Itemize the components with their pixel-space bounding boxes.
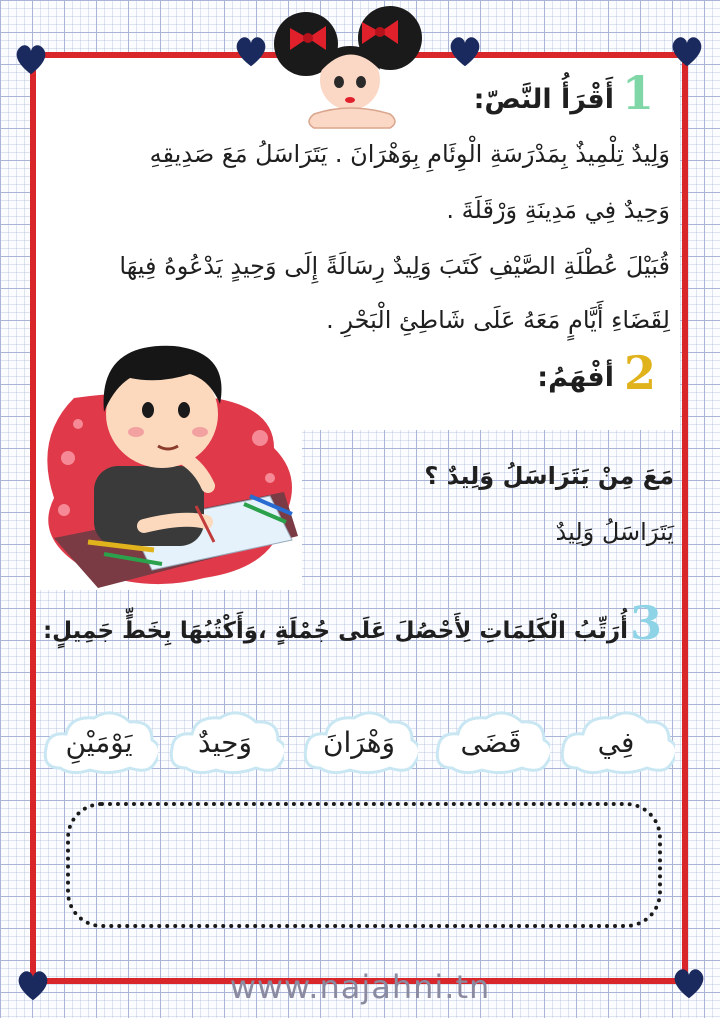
- word-cloud[interactable]: [432, 708, 550, 780]
- reading-line: قُبَيْلَ عُطْلَةِ الصَّيْفِ كَتَبَ وَلِيدٌ رِسَالَةً إِلَى وَحِيدٍ يَدْعُوهُ فِيهَا: [119, 252, 670, 280]
- section1-number: 1: [622, 66, 655, 120]
- word-cloud[interactable]: [557, 708, 675, 780]
- section2-title: أفْهَمُ:: [537, 362, 614, 393]
- section3-number: 3: [630, 596, 663, 650]
- reading-line: وَلِيدٌ تِلْمِيذٌ بِمَدْرَسَةِ الْوِئَامِ بِوَهْرَانَ . يَتَرَاسَلُ مَعَ صَدِيقِهِ: [149, 140, 670, 168]
- word-label: قَضَى: [460, 726, 522, 759]
- heart-corner-icon: [12, 40, 50, 78]
- comprehension-answer[interactable]: يَتَرَاسَلُ وَلِيدٌ: [555, 518, 674, 546]
- section3-instruction: أُرَتِّبُ الْكَلِمَاتِ لِأَحْصُلَ عَلَى جُمْلَةٍ ،وَأَكْتُبُهَا بِخَطٍّ جَمِيلٍ:: [42, 618, 628, 644]
- word-label: وَحِيدٌ: [198, 726, 252, 759]
- reading-line: وَحِيدٌ فِي مَدِينَةِ وَرْقَلَةَ .: [446, 196, 670, 224]
- word-label: يَوْمَيْنِ: [65, 726, 133, 759]
- word-cloud[interactable]: [300, 708, 418, 780]
- reading-line: لِقَضَاءِ أَيَّامٍ مَعَهُ عَلَى شَاطِئِ الْبَحْرِ .: [326, 306, 670, 334]
- girl-mascot-illustration: [268, 2, 428, 130]
- sentence-writing-box[interactable]: [66, 802, 662, 928]
- section1-title: أَقْرَأُ النَّصّ:: [473, 84, 614, 115]
- heart-corner-icon: [446, 32, 484, 70]
- section2-number: 2: [624, 346, 657, 400]
- heart-corner-icon: [668, 32, 706, 70]
- word-cloud[interactable]: [166, 708, 284, 780]
- word-cloud[interactable]: [40, 708, 158, 780]
- word-label: وَهْرَانَ: [322, 726, 396, 759]
- word-label: فِي: [597, 726, 635, 759]
- frame-right: [682, 52, 688, 984]
- website-footer: www.najahni.tn: [229, 968, 491, 1006]
- boy-writing-illustration: [34, 328, 304, 594]
- comprehension-question: مَعَ مِنْ يَتَرَاسَلُ وَلِيدٌ ؟: [424, 462, 674, 490]
- heart-corner-icon: [232, 32, 270, 70]
